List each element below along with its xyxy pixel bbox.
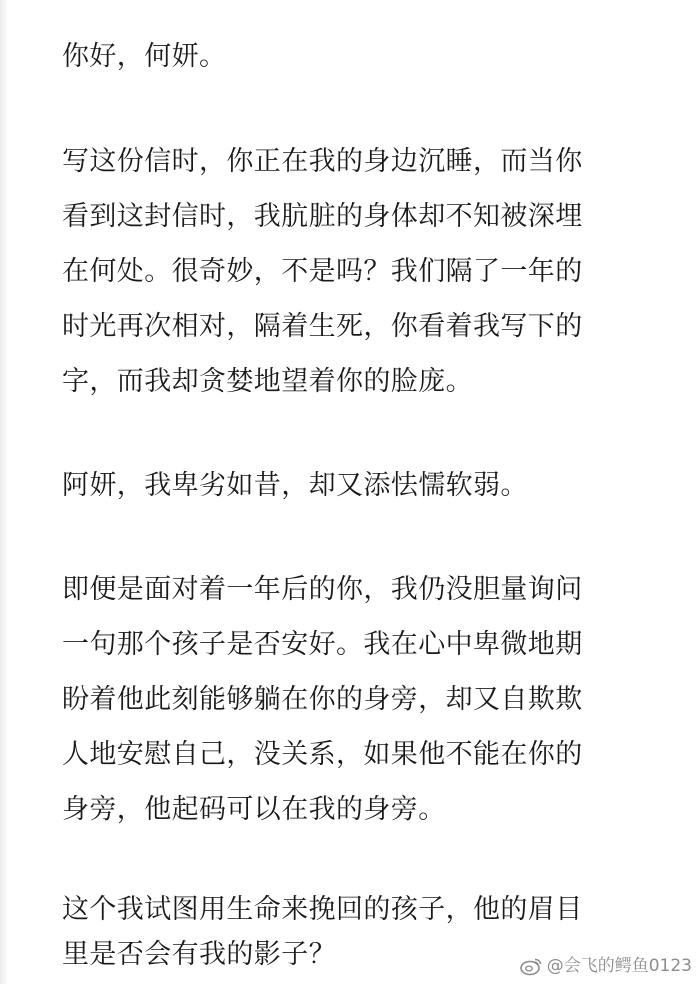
letter-line: 人地安慰自己，没关系，如果他不能在你的 — [62, 739, 583, 770]
letter-line: 写这份信时，你正在我的身边沉睡，而当你 — [62, 146, 583, 177]
letter-line: 看到这封信时，我肮脏的身体却不知被深埋 — [62, 201, 583, 232]
weibo-icon — [519, 956, 543, 976]
letter-line: 盼着他此刻能够躺在你的身旁，却又自欺欺 — [62, 684, 583, 715]
letter-line: 字，而我却贪婪地望着你的脸庞。 — [62, 366, 473, 397]
letter-line: 即便是面对着一年后的你，我仍没胆量询问 — [62, 574, 583, 605]
letter-line: 这个我试图用生命来挽回的孩子，他的眉目 — [62, 894, 583, 925]
letter-line: 身旁，他起码可以在我的身旁。 — [62, 794, 446, 825]
letter-line-greeting: 你好，何妍。 — [62, 41, 227, 72]
letter-line: 时光再次相对，隔着生死，你看着我写下的 — [62, 311, 583, 342]
watermark-text: @会飞的鳄鱼0123 — [546, 956, 692, 976]
letter-line: 在何处。很奇妙，不是吗？我们隔了一年的 — [62, 256, 583, 287]
letter-line: 里是否会有我的影子？ — [62, 939, 336, 970]
letter-line: 阿妍，我卑劣如昔，却又添怯懦软弱。 — [62, 470, 528, 501]
letter-line: 一句那个孩子是否安好。我在心中卑微地期 — [62, 629, 583, 660]
page-left-edge — [0, 0, 8, 984]
weibo-watermark — [519, 956, 692, 976]
